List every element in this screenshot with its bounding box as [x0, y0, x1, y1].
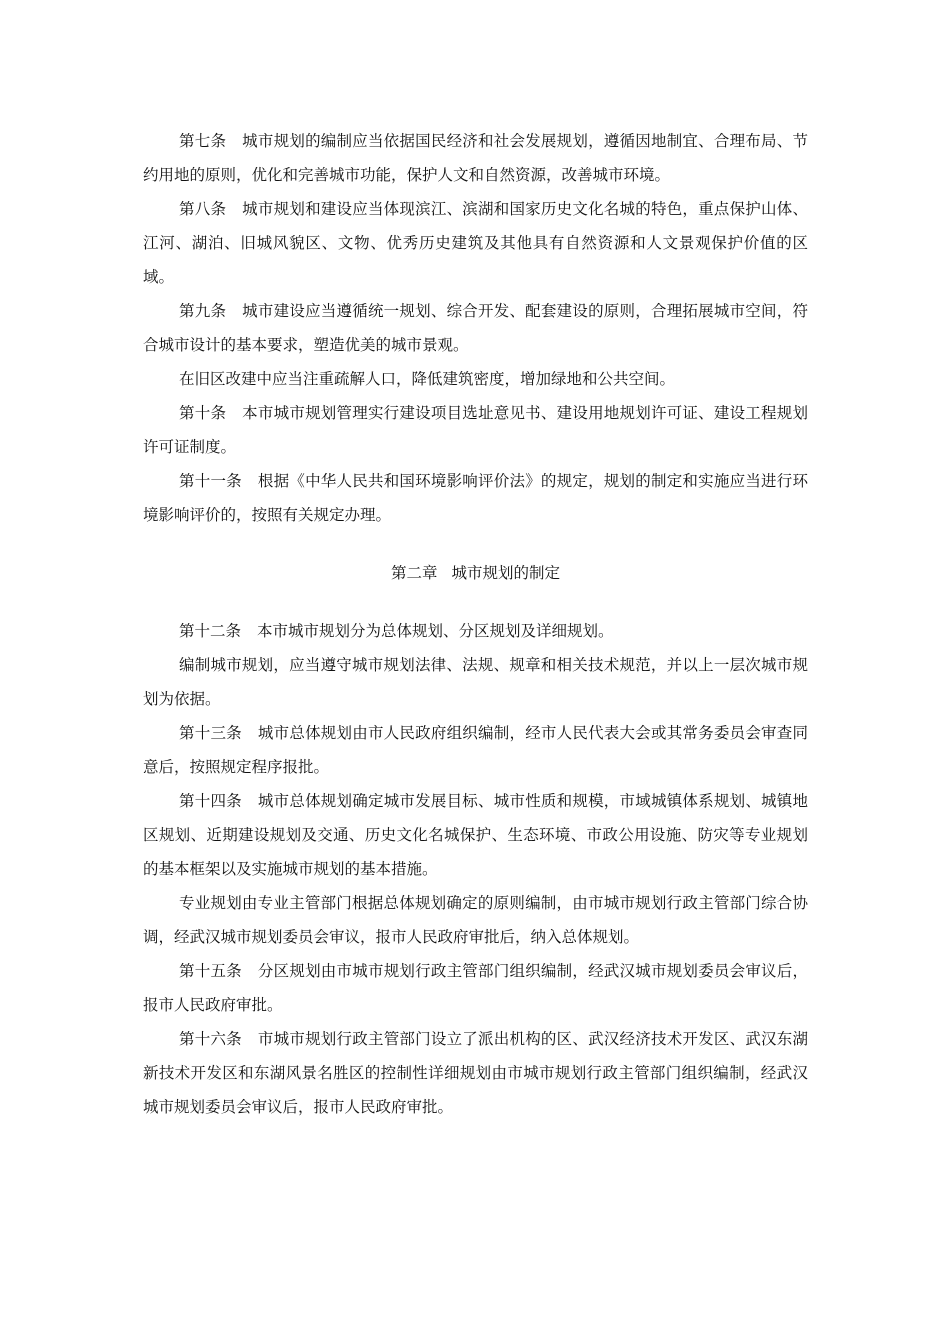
- paragraph-text: 专业规划由专业主管部门根据总体规划确定的原则编制，由市城市规划行政主管部门综合协调，经武汉城市规划委员会审议，报市人民政府审批后，纳入总体规划。: [143, 894, 808, 946]
- article-number: 第八条: [179, 200, 227, 218]
- article-9: [143, 294, 808, 362]
- document-body: [143, 124, 808, 1124]
- chapter-heading: [143, 544, 808, 602]
- article-text: 城市规划和建设应当体现滨江、滨湖和国家历史文化名城的特色，重点保护山体、江河、湖泊、旧城风貌区、文物、优秀历史建筑及其他具有自然资源和人文景观保护价值的区域。: [143, 200, 808, 286]
- article-text: 本市城市规划分为总体规划、分区规划及详细规划。: [257, 622, 614, 640]
- article-9-paragraph-2: [143, 362, 808, 396]
- article-number: 第十二条: [179, 622, 242, 640]
- article-10: [143, 396, 808, 464]
- chapter-number: 第二章: [390, 564, 438, 582]
- article-text: 分区规划由市城市规划行政主管部门组织编制，经武汉城市规划委员会审议后，报市人民政府审批。: [143, 962, 808, 1014]
- article-number: 第十三条: [179, 724, 242, 742]
- article-number: 第十四条: [179, 792, 242, 810]
- article-7: [143, 124, 808, 192]
- article-11: [143, 464, 808, 532]
- chapter-title: 城市规划的制定: [451, 564, 561, 582]
- paragraph-text: 编制城市规划，应当遵守城市规划法律、法规、规章和相关技术规范，并以上一层次城市规划为依据。: [143, 656, 808, 708]
- article-text: 城市建设应当遵循统一规划、综合开发、配套建设的原则，合理拓展城市空间，符合城市设计的基本要求，塑造优美的城市景观。: [143, 302, 808, 354]
- article-number: 第十一条: [179, 472, 242, 490]
- article-12: [143, 614, 808, 648]
- article-text: 市城市规划行政主管部门设立了派出机构的区、武汉经济技术开发区、武汉东湖新技术开发区和东湖风景名胜区的控制性详细规划由市城市规划行政主管部门组织编制，经武汉城市规划委员会审议后，报市人民政府审批。: [143, 1030, 808, 1116]
- article-text: 本市城市规划管理实行建设项目选址意见书、建设用地规划许可证、建设工程规划许可证制度。: [143, 404, 808, 456]
- article-number: 第十五条: [179, 962, 242, 980]
- article-text: 城市规划的编制应当依据国民经济和社会发展规划，遵循因地制宜、合理布局、节约用地的原则，优化和完善城市功能，保护人文和自然资源，改善城市环境。: [143, 132, 808, 184]
- article-number: 第九条: [179, 302, 227, 320]
- article-14-paragraph-2: [143, 886, 808, 954]
- article-16: [143, 1022, 808, 1124]
- paragraph-text: 在旧区改建中应当注重疏解人口，降低建筑密度，增加绿地和公共空间。: [179, 370, 676, 388]
- article-text: 城市总体规划确定城市发展目标、城市性质和规模，市域城镇体系规划、城镇地区规划、近期建设规划及交通、历史文化名城保护、生态环境、市政公用设施、防灾等专业规划的基本框架以及实施城市规划的基本措施。: [143, 792, 808, 878]
- article-text: 城市总体规划由市人民政府组织编制，经市人民代表大会或其常务委员会审查同意后，按照规定程序报批。: [143, 724, 808, 776]
- article-number: 第十条: [179, 404, 227, 422]
- article-14: [143, 784, 808, 886]
- article-text: 根据《中华人民共和国环境影响评价法》的规定，规划的制定和实施应当进行环境影响评价的，按照有关规定办理。: [143, 472, 808, 524]
- article-number: 第十六条: [179, 1030, 242, 1048]
- article-number: 第七条: [179, 132, 227, 150]
- article-15: [143, 954, 808, 1022]
- article-13: [143, 716, 808, 784]
- article-8: [143, 192, 808, 294]
- article-12-paragraph-2: [143, 648, 808, 716]
